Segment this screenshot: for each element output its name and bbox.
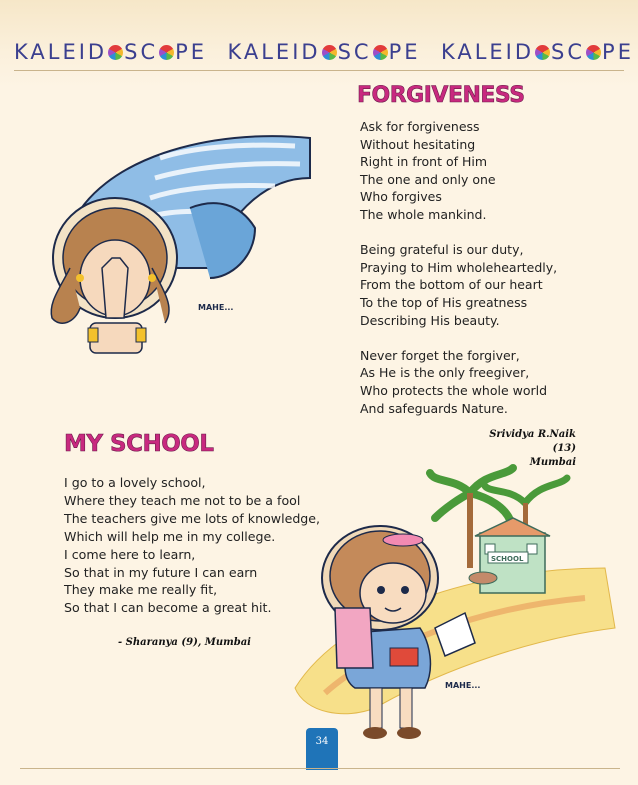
- poem-line: Praying to Him wholeheartedly,: [360, 259, 558, 275]
- poem-title-forgiveness: FORGIVENESS: [357, 83, 525, 108]
- poem-line: Who protects the whole world: [360, 382, 548, 398]
- poem-line: Who forgives: [360, 189, 442, 205]
- poem-line: The teachers give me lots of knowledge,: [64, 510, 321, 526]
- poem-line: Never forget the forgiver,: [360, 347, 520, 363]
- poem-forgiveness: [360, 118, 557, 417]
- poem-line: From the bottom of our heart: [360, 277, 543, 293]
- poem-line: Ask for forgiveness: [360, 119, 480, 134]
- artist-signature: MAHE...: [445, 681, 481, 690]
- poem-line: So that in my future I can earn: [64, 564, 258, 580]
- kaleidoscope-o-icon: [108, 45, 123, 60]
- poem-line: Right in front of Him: [360, 154, 488, 170]
- brand-kaleidoscope: KALEID SC PE: [440, 40, 634, 64]
- poem-line: As He is the only freegiver,: [360, 365, 530, 381]
- poem-author-forgiveness: Srividya R.Naik (13) Mumbai: [489, 429, 576, 468]
- poem-line: So that I can become a great hit.: [64, 600, 272, 616]
- kaleidoscope-o-icon: [586, 45, 601, 60]
- poem-line: And safeguards Nature.: [360, 400, 508, 416]
- magazine-header: [0, 0, 638, 88]
- poem-line: They make me really fit,: [64, 582, 218, 598]
- brand-kaleidoscope: KALEID SC PE: [227, 40, 421, 64]
- kaleidoscope-o-icon: [373, 45, 388, 60]
- poem-title-my-school: MY SCHOOL: [64, 431, 214, 457]
- poem-line: Without hesitating: [360, 136, 476, 152]
- poem-my-school: [64, 474, 320, 617]
- poem-line: To the top of His greatness: [360, 294, 528, 310]
- poem-line: Being grateful is our duty,: [360, 242, 524, 258]
- footer-rule: [20, 768, 620, 769]
- kaleidoscope-o-icon: [535, 45, 550, 60]
- poem-line: Where they teach me not to be a fool: [64, 492, 301, 508]
- page-number-tab: [306, 728, 338, 770]
- poem-line: Describing His beauty.: [360, 312, 500, 328]
- page-number: 34: [315, 736, 329, 747]
- poem-line: I go to a lovely school,: [64, 475, 206, 490]
- poem-line: I come here to learn,: [64, 546, 196, 562]
- kaleidoscope-o-icon: [159, 45, 174, 60]
- poem-line: The whole mankind.: [360, 206, 487, 222]
- artist-signature: MAHE...: [198, 303, 234, 312]
- poem-line: Which will help me in my college.: [64, 528, 276, 544]
- poem-line: The one and only one: [360, 171, 496, 187]
- kaleidoscope-o-icon: [322, 45, 337, 60]
- school-sign: SCHOOL: [491, 555, 524, 563]
- schoolgirl-illustration: [285, 458, 625, 758]
- header-rule: [14, 70, 624, 71]
- brand-row: [14, 40, 634, 64]
- poem-author-my-school: - Sharanya (9), Mumbai: [118, 637, 251, 648]
- praying-girl-illustration: [40, 118, 330, 358]
- brand-kaleidoscope: KALEID SC PE: [14, 40, 208, 64]
